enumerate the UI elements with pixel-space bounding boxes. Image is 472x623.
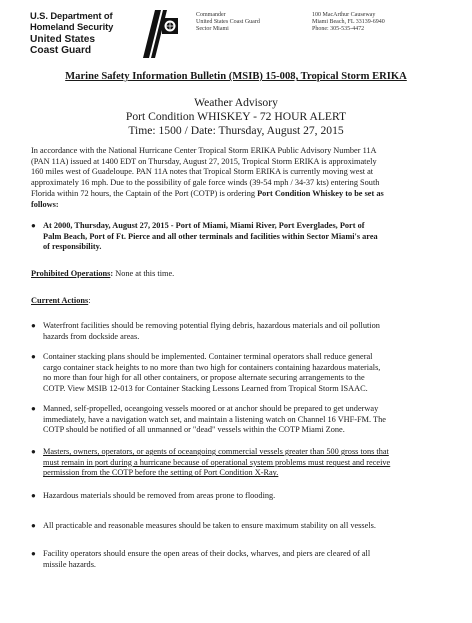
bullet-line: Masters, owners, operators, or agents of oceangoing commercial vessels greater than 500 gross tons that bbox=[43, 447, 389, 456]
bullet-line: Waterfront facilities should be removing potential flying debris, hazardous materials and oil pollution bbox=[43, 321, 380, 330]
bullet-icon: ● bbox=[31, 221, 36, 230]
bulletin-title: Marine Safety Information Bulletin (MSIB) 15-008, Tropical Storm ERIKA bbox=[65, 71, 407, 82]
bullet-icon: ● bbox=[31, 447, 36, 456]
address-line: United States Coast Guard bbox=[196, 19, 260, 25]
bullet-line: cargo container stack heights to no more than two high for containers containing hazardous materials, bbox=[43, 362, 381, 372]
paragraph-line: (PAN 11A) issued at 1400 EDT on Thursday, August 27, 2015, Tropical Storm ERIKA is approximately bbox=[31, 156, 377, 166]
bullet-line: Manned, self-propelled, oceangoing vessels moored or at anchor should be prepared to get underway bbox=[43, 404, 379, 413]
paragraph-line: In accordance with the National Hurricane Center Tropical Storm ERIKA Public Advisory Number 11A bbox=[31, 146, 377, 155]
bullet-icon: ● bbox=[31, 352, 36, 361]
bullet-line: Palm Beach, Port of Ft. Pierce and all other terminals and facilities within Sector Miami's area bbox=[43, 231, 378, 241]
bullet-icon: ● bbox=[31, 321, 36, 330]
bullet-line: Container stacking plans should be implemented. Container terminal operators shall reduce general bbox=[43, 352, 373, 361]
bullet-line: no more than four high for all other containers, or propose alternate securing arrangements to the bbox=[43, 373, 365, 383]
office-address bbox=[312, 12, 385, 33]
advisory-type: Weather Advisory bbox=[194, 96, 278, 109]
address-line: Commander bbox=[196, 12, 226, 18]
bullet-line: of responsibility. bbox=[43, 242, 102, 252]
port-condition: Port Condition WHISKEY - 72 HOUR ALERT bbox=[125, 110, 347, 123]
bullet-line: missile hazards. bbox=[43, 559, 96, 569]
bullet-line: must remain in port during a hurricane because of operational system problems must request and receive bbox=[43, 457, 391, 467]
bullet-line: permission from the COTP before the setting of Port Condition X-Ray. bbox=[43, 468, 279, 478]
bullet-line: hazards from dockside areas. bbox=[43, 331, 140, 341]
agency-name-line2: Coast Guard bbox=[30, 45, 92, 56]
order-emphasis: Port Condition Whiskey to be set as bbox=[257, 188, 384, 198]
address-line: Miami Beach, FL 33139-6940 bbox=[312, 19, 385, 25]
bullet-icon: ● bbox=[31, 491, 36, 500]
paragraph-line: approximately 16 mph. Due to the possibility of gale force winds (39-54 mph / 34-37 kts) entering South bbox=[31, 178, 380, 188]
address-line: 100 MacArthur Causeway bbox=[312, 12, 376, 18]
bullet-line: At 2000, Thursday, August 27, 2015 - Port of Miami, Miami River, Port Everglades, Port of bbox=[43, 221, 365, 230]
paragraph-line: 160 miles west of Guadeloupe. PAN 11A notes that Tropical Storm ERIKA is currently moving west at bbox=[31, 167, 374, 177]
paragraph-line: follows: bbox=[31, 199, 59, 209]
bullet-icon: ● bbox=[31, 521, 36, 530]
dept-name-line2: Homeland Security bbox=[30, 21, 114, 32]
phone-line: Phone: 305-535-4472 bbox=[312, 26, 365, 32]
logo-text bbox=[30, 10, 113, 56]
paragraph-line bbox=[31, 189, 449, 200]
bullet-icon: ● bbox=[31, 549, 36, 558]
coast-guard-emblem-icon bbox=[131, 10, 179, 58]
uscg-logo-block bbox=[30, 10, 180, 60]
prohibited-operations bbox=[31, 269, 174, 280]
intro-paragraph bbox=[31, 146, 449, 210]
section-heading: Current Actions bbox=[31, 296, 89, 305]
heading-colon: : bbox=[110, 269, 114, 278]
bullet-line: COTP should be notified of all unmanned or "dead" vessels within the COTP Miami Zone. bbox=[43, 425, 345, 435]
address-line: Sector Miami bbox=[196, 26, 229, 32]
bullet-line: immediately, have a navigation watch set, and maintain a listening watch on Channel 16 VHF-FM. The bbox=[43, 414, 386, 424]
heading-colon: : bbox=[88, 296, 91, 305]
dept-name-line1: U.S. Department of bbox=[30, 10, 113, 21]
time-date: Time: 1500 / Date: Thursday, August 27, 2015 bbox=[128, 124, 344, 137]
current-actions-heading bbox=[31, 296, 91, 307]
bullet-line: COTP. View MSIB 12-013 for Container Stacking Lessons Learned from Tropical Storm ISAAC. bbox=[43, 384, 368, 394]
agency-name-line1: United States bbox=[30, 34, 96, 45]
bullet-line: Facility operators should ensure the open areas of their docks, wharves, and piers are cleared of all bbox=[43, 549, 371, 558]
paragraph-text: Florida within 72 hours, the Captain of the Port (COTP) is ordering bbox=[31, 188, 258, 198]
bullet-line: Hazardous materials should be removed from areas prone to flooding. bbox=[43, 491, 276, 500]
bullet-line: All practicable and reasonable measures should be taken to ensure maximum stability on all vessels. bbox=[43, 521, 376, 530]
section-heading: Prohibited Operations bbox=[31, 269, 111, 278]
bullet-icon: ● bbox=[31, 404, 36, 413]
prohibited-value: None at this time. bbox=[113, 269, 175, 278]
sender-address bbox=[196, 12, 260, 33]
